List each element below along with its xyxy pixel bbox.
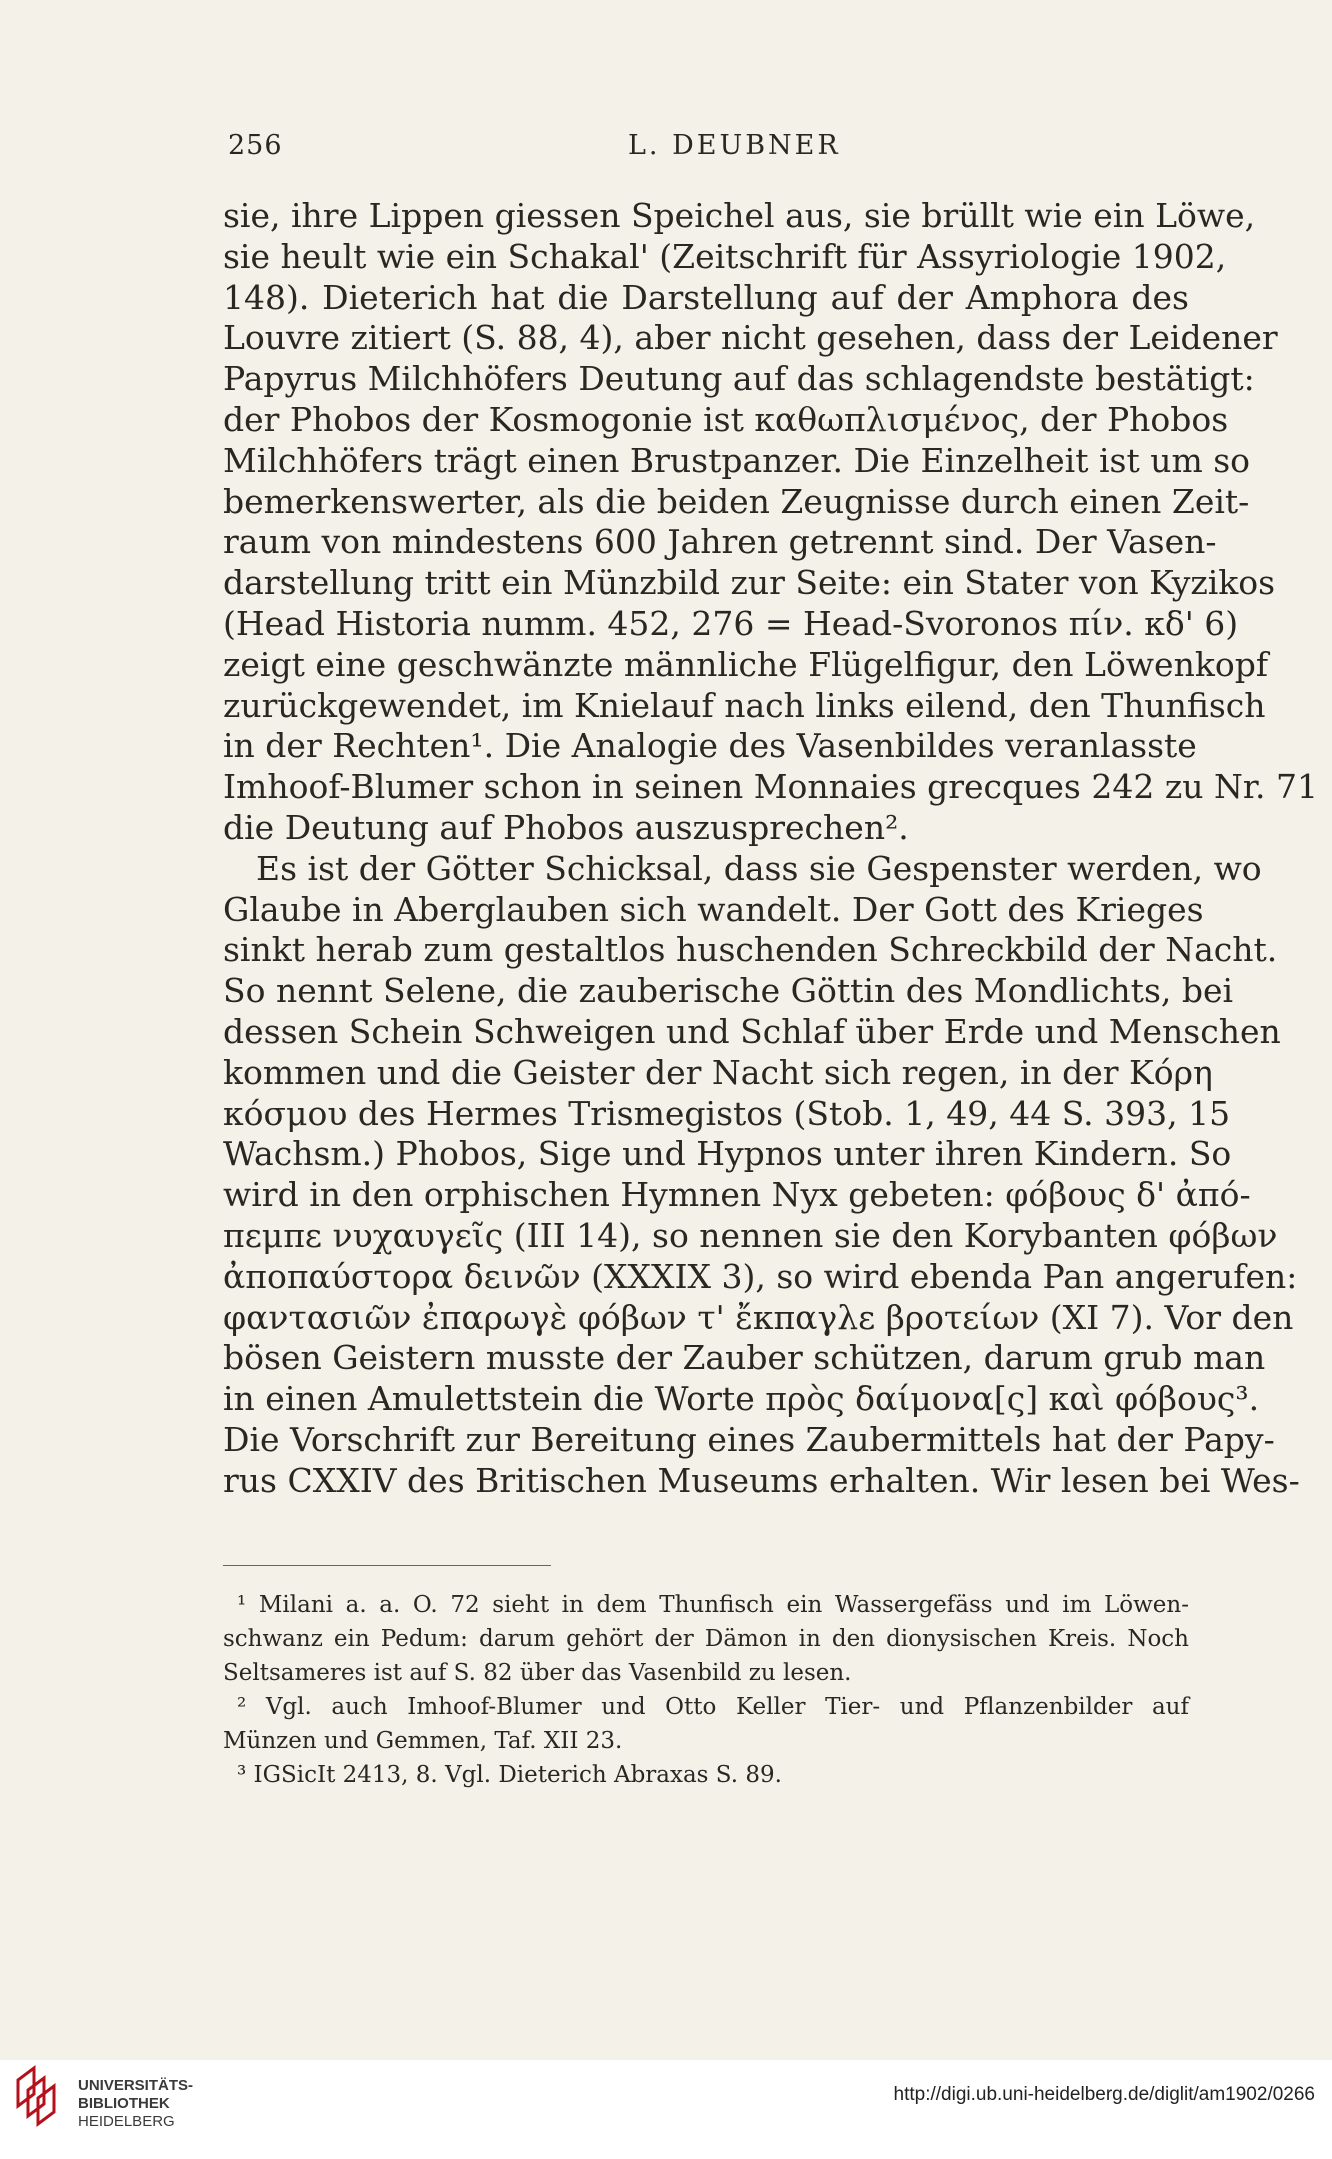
source-url-link[interactable]: http://digi.ub.uni-heidelberg.de/diglit/am1902/0266	[893, 2084, 1315, 2105]
text-line: Wachsm.) Phobos, Sige und Hypnos unter ihren Kindern. So	[223, 1134, 1232, 1174]
text-line: (Head Historia numm. 452, 276 = Head-Svoronos πίν. κδ' 6)	[223, 603, 1239, 643]
text-line: sie heult wie ein Schakal' (Zeitschrift für Assyriologie 1902,	[223, 236, 1227, 276]
text-line: κόσμου des Hermes Trismegistos (Stob. 1, 49, 44 S. 393, 15	[223, 1093, 1231, 1133]
text-line: bösen Geistern musste der Zauber schützen, darum grub man	[223, 1338, 1266, 1378]
text-line: kommen und die Geister der Nacht sich regen, in der Κόρη	[223, 1052, 1213, 1092]
library-name[interactable]	[78, 2077, 193, 2131]
text-line: sinkt herab zum gestaltlos huschenden Schreckbild der Nacht.	[223, 930, 1278, 970]
library-name-line: HEIDELBERG	[78, 2113, 175, 2130]
text-line: zurückgewendet, im Knielauf nach links eilend, den Thunfisch	[223, 685, 1266, 725]
footnote-line: ³ IGSicIt 2413, 8. Vgl. Dieterich Abraxas S. 89.	[237, 1762, 782, 1788]
footer-bar	[0, 2060, 1332, 2159]
text-line: Papyrus Milchhöfers Deutung auf das schlagendste bestätigt:	[223, 359, 1255, 399]
library-logo-icon[interactable]	[14, 2066, 60, 2126]
text-line: raum von mindestens 600 Jahren getrennt sind. Der Vasen-	[223, 522, 1217, 562]
text-line: Die Vorschrift zur Bereitung eines Zaubermittels hat der Papy-	[223, 1419, 1275, 1459]
body-text	[223, 196, 1318, 1502]
text-line: φαντασιῶν ἐπαρωγὲ φόβων τ' ἔκπαγλε βροτείων (XI 7). Vor den	[223, 1297, 1294, 1337]
page-number: 256	[228, 130, 283, 161]
text-line: sie, ihre Lippen giessen Speichel aus, sie brüllt wie ein Löwe,	[223, 196, 1256, 235]
text-line: Louvre zitiert (S. 88, 4), aber nicht gesehen, dass der Leidener	[223, 318, 1278, 358]
footnote-line: Münzen und Gemmen, Taf. XII 23.	[223, 1728, 623, 1754]
text-line: So nennt Selene, die zauberische Göttin des Mondlichts, bei	[223, 971, 1234, 1011]
text-line: die Deutung auf Phobos auszusprechen².	[223, 807, 909, 847]
footnote-line: ² Vgl. auch Imhoof-Blumer und Otto Keller Tier- und Pflanzenbilder auf	[237, 1694, 1189, 1720]
text-line: πεμπε νυχαυγεῖς (III 14), so nennen sie den Korybanten φόβων	[223, 1215, 1278, 1255]
text-line: bemerkenswerter, als die beiden Zeugnisse durch einen Zeit-	[223, 481, 1250, 521]
footnote-divider	[223, 1565, 551, 1566]
footnotes	[223, 1588, 1189, 1792]
footnote-line: ¹ Milani a. a. O. 72 sieht in dem Thunfisch ein Wassergefäss und im Löwen-	[237, 1592, 1189, 1618]
text-line: Milchhöfers trägt einen Brustpanzer. Die Einzelheit ist um so	[223, 440, 1251, 480]
library-name-line: UNIVERSITÄTS-	[78, 2077, 194, 2094]
text-line: in der Rechten¹. Die Analogie des Vasenbildes veranlasste	[223, 726, 1197, 766]
text-line: Glaube in Aberglauben sich wandelt. Der Gott des Krieges	[223, 889, 1204, 929]
text-line: in einen Amulettstein die Worte πρὸς δαίμονα[ς] καὶ φόβους³.	[223, 1379, 1260, 1419]
text-line: ἀποπαύστορα δεινῶν (XXXIX 3), so wird ebenda Pan angerufen:	[223, 1256, 1298, 1296]
text-line: der Phobos der Kosmogonie ist καθωπλισμένος, der Phobos	[223, 399, 1229, 439]
text-line: Es ist der Götter Schicksal, dass sie Gespenster werden, wo	[256, 848, 1262, 888]
footnote-line: Seltsameres ist auf S. 82 über das Vasenbild zu lesen.	[223, 1660, 852, 1686]
text-line: dessen Schein Schweigen und Schlaf über Erde und Menschen	[223, 1011, 1281, 1051]
text-line: wird in den orphischen Hymnen Nyx gebeten: φόβους δ' ἀπό-	[223, 1175, 1251, 1215]
text-line: rus CXXIV des Britischen Museums erhalten. Wir lesen bei Wes-	[223, 1460, 1300, 1500]
text-line: zeigt eine geschwänzte männliche Flügelfigur, den Löwenkopf	[223, 644, 1269, 684]
text-line: 148). Dieterich hat die Darstellung auf der Amphora des	[223, 277, 1189, 317]
footnote-line: schwanz ein Pedum: darum gehört der Dämon in den dionysischen Kreis. Noch	[223, 1626, 1189, 1652]
text-line: darstellung tritt ein Münzbild zur Seite: ein Stater von Kyzikos	[223, 563, 1276, 603]
library-name-line: BIBLIOTHEK	[78, 2095, 170, 2112]
text-line: Imhoof-Blumer schon in seinen Monnaies grecques 242 zu Nr. 71	[223, 767, 1318, 807]
running-head: L. DEUBNER	[628, 130, 841, 161]
